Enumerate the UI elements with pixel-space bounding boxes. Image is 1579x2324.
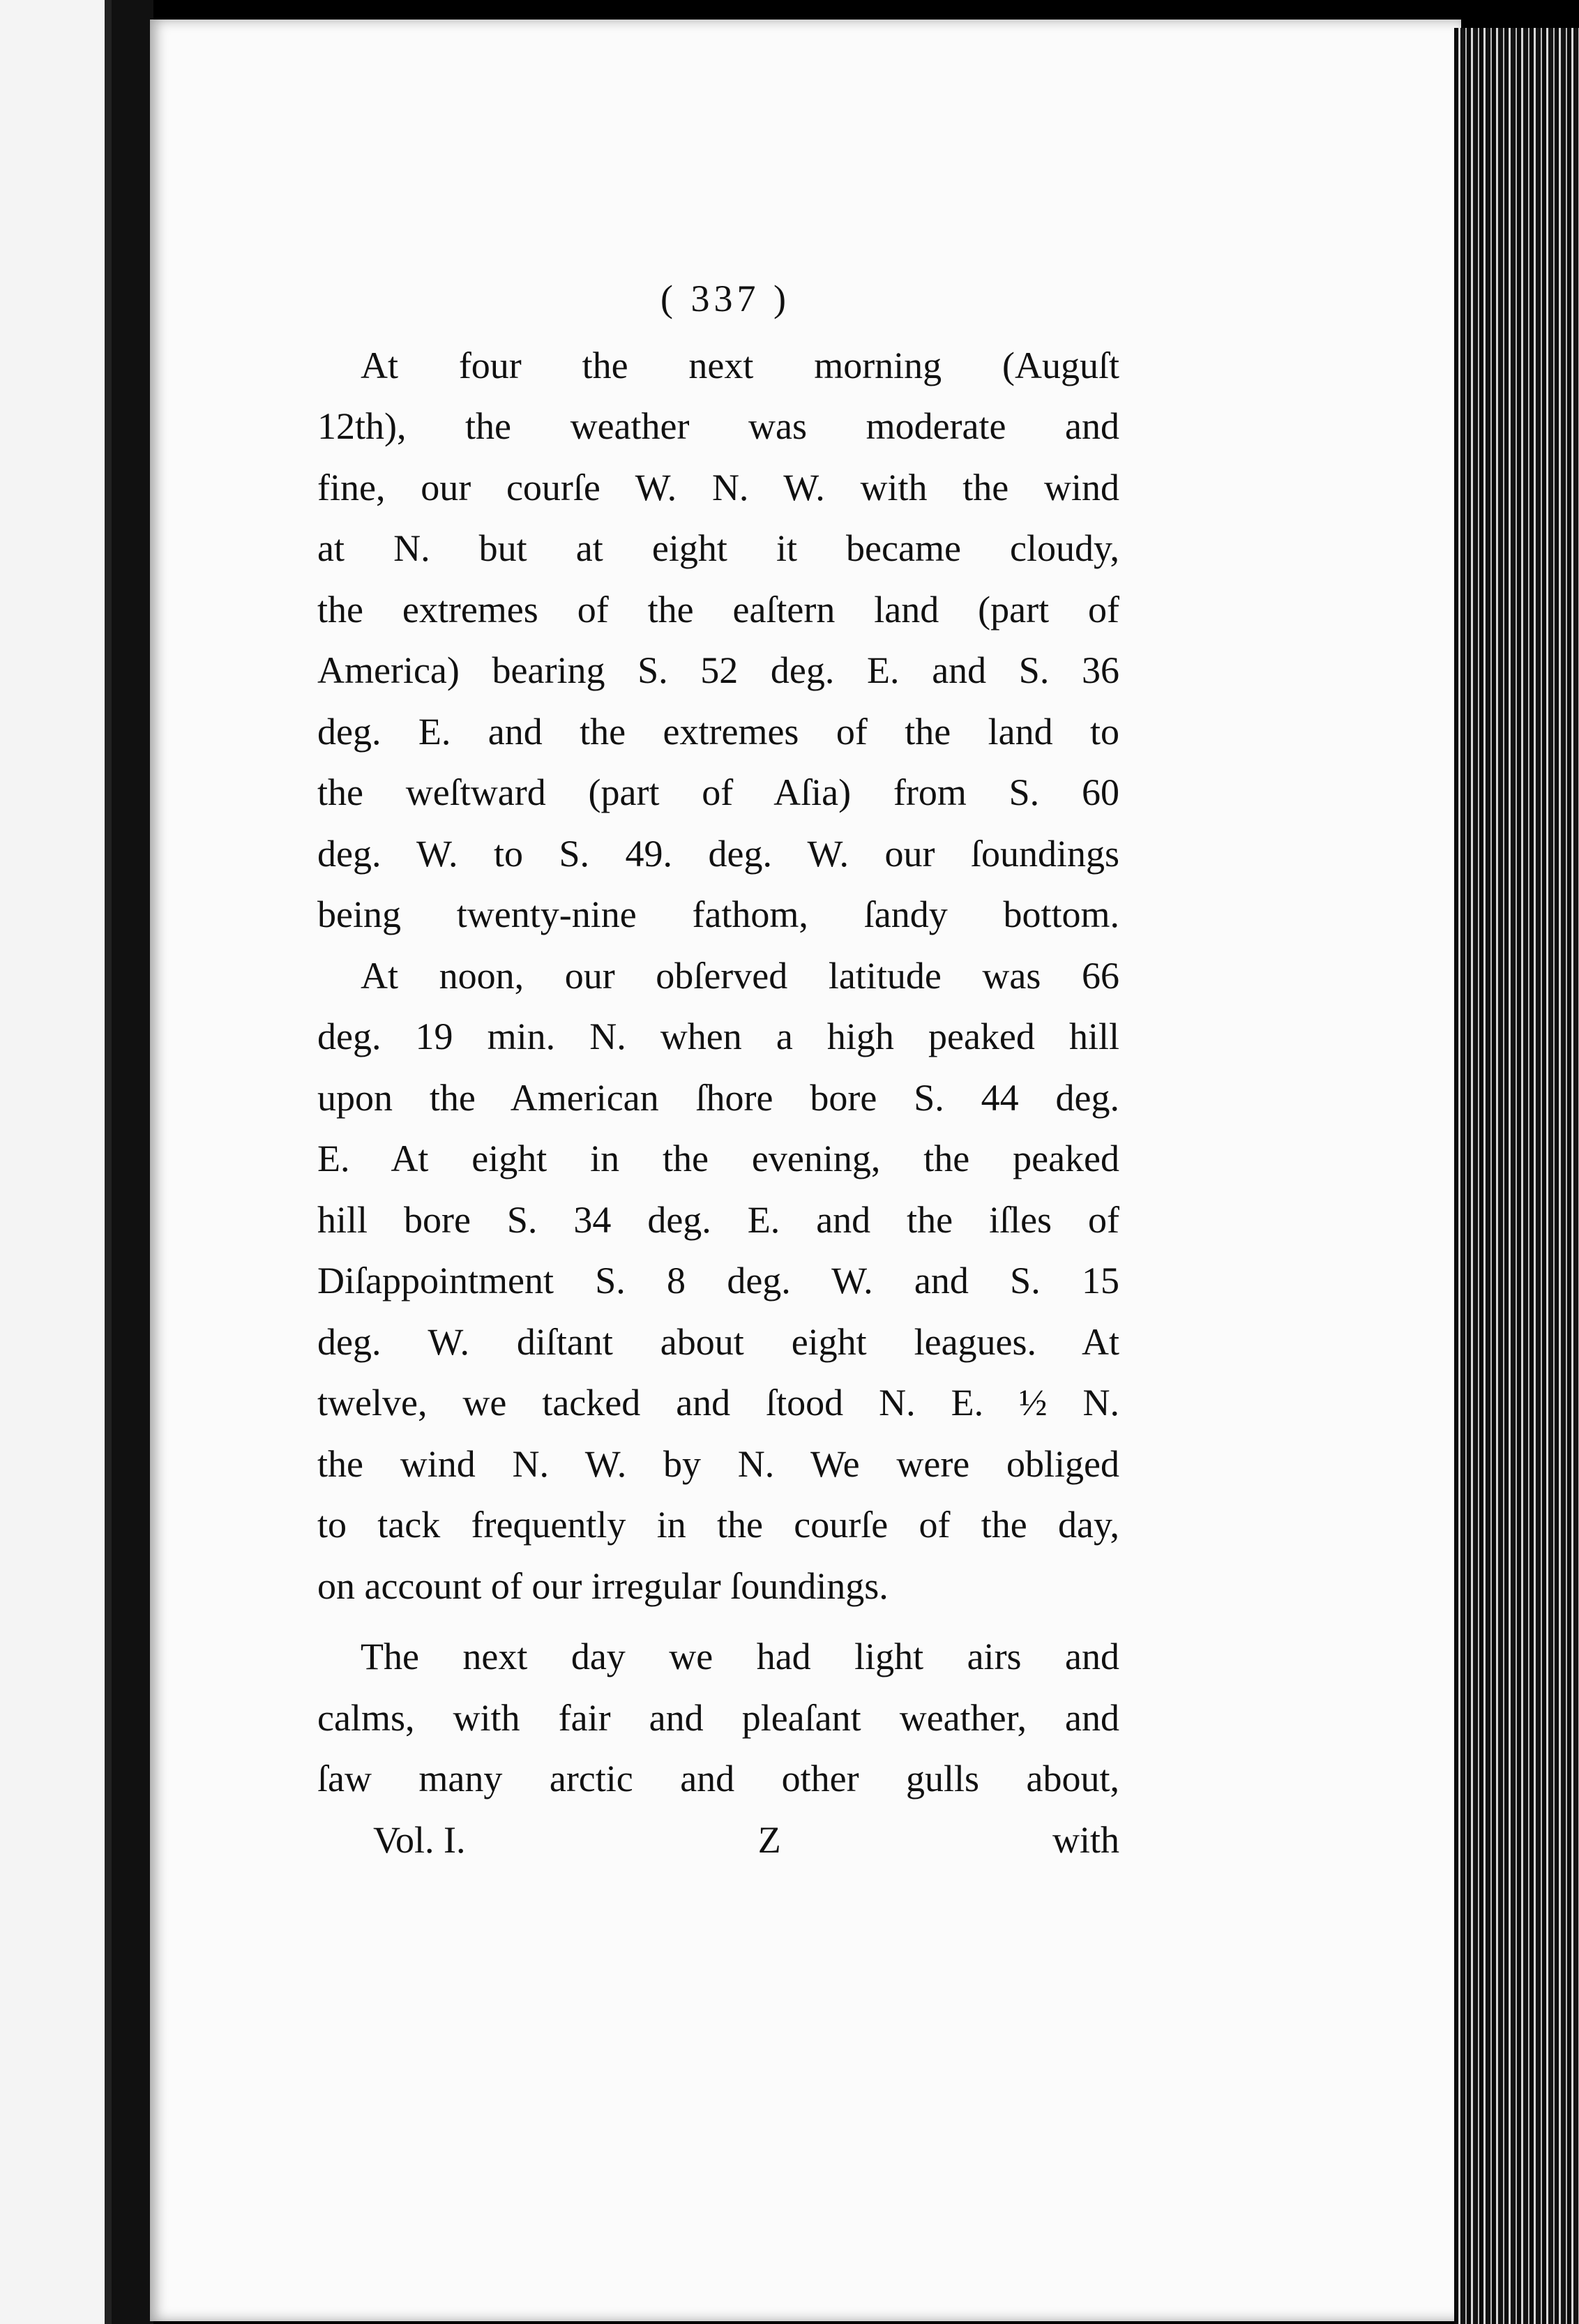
paragraph-3	[317, 1627, 1119, 1810]
page-number: ( 337 )	[660, 278, 790, 319]
text-line: At noon, our obſerved latitude was 66	[361, 954, 1119, 997]
facing-page-edge	[0, 0, 112, 2324]
text-line: America) bearing S. 52 deg. E. and S. 36	[317, 649, 1119, 691]
volume-label: Vol. I.	[373, 1818, 466, 1861]
text-line: 12th), the weather was moderate and	[317, 405, 1119, 447]
text-line: the wind N. W. by N. We were obliged	[317, 1442, 1119, 1485]
text-line: upon the American ſhore bore S. 44 deg.	[317, 1076, 1119, 1119]
text-line: ſaw many arctic and other gulls about,	[317, 1758, 1119, 1799]
text-line: deg. W. diſtant about eight leagues. At	[317, 1320, 1119, 1363]
paragraph-2	[317, 946, 1119, 1617]
text-line: E. At eight in the evening, the peaked	[317, 1138, 1119, 1179]
catchword: with	[1052, 1818, 1119, 1861]
text-line: the extremes of the eaſtern land (part of	[317, 588, 1119, 631]
text-line: the weſtward (part of Aſia) from S. 60	[317, 771, 1119, 813]
paragraph-1	[317, 335, 1119, 946]
text-line: deg. E. and the extremes of the land to	[317, 710, 1119, 753]
page-text	[317, 269, 1119, 1871]
text-line: The next day we had light airs and	[361, 1636, 1119, 1677]
text-line: calms, with fair and pleaſant weather, and	[317, 1696, 1119, 1739]
text-line: hill bore S. 34 deg. E. and the iſles of	[317, 1198, 1119, 1241]
text-line: on account of our irregular ſoundings.	[317, 1564, 889, 1607]
text-line: deg. 19 min. N. when a high peaked hill	[317, 1016, 1119, 1057]
text-line: deg. W. to S. 49. deg. W. our ſoundings	[317, 832, 1119, 875]
text-line: to tack frequently in the courſe of the day,	[317, 1504, 1119, 1546]
signature-mark: Z	[757, 1818, 781, 1861]
text-line: Diſappointment S. 8 deg. W. and S. 15	[317, 1260, 1119, 1301]
page-footer	[317, 1810, 1119, 1871]
text-line: at N. but at eight it became cloudy,	[317, 527, 1119, 569]
book-gutter	[112, 0, 153, 2324]
text-line: At four the next morning (Auguſt	[361, 344, 1119, 386]
text-line: being twenty-nine fathom, ſandy bottom.	[317, 893, 1119, 935]
text-line: fine, our courſe W. N. W. with the wind	[317, 466, 1119, 508]
text-line: twelve, we tacked and ſtood N. E. ½ N.	[317, 1382, 1119, 1424]
page-edges	[1454, 28, 1579, 2324]
